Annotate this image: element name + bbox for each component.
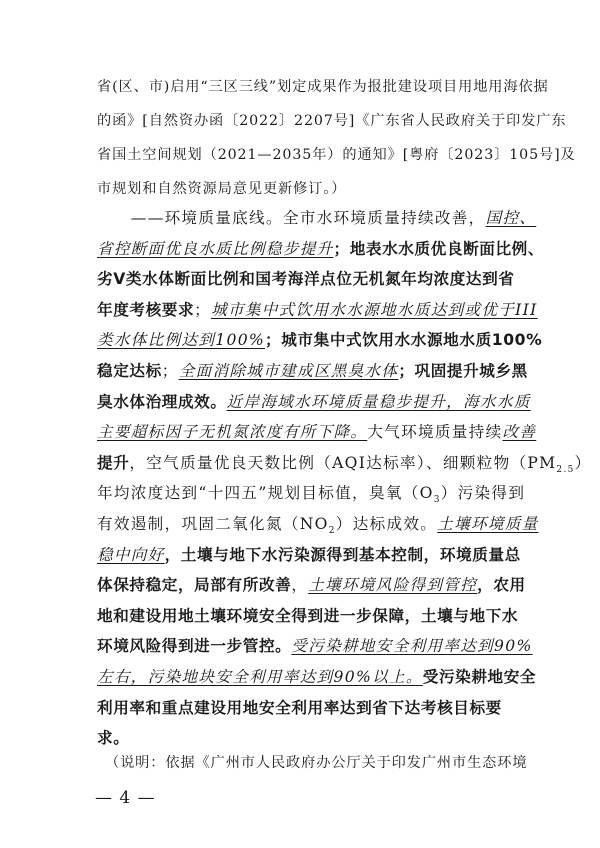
highlighted-text: 受污染耕地安全利用率达到90% bbox=[291, 637, 533, 656]
text-line bbox=[97, 635, 533, 657]
text-line bbox=[97, 207, 537, 229]
text-segment: ）达标成效。 bbox=[335, 515, 438, 533]
highlighted-text: 类水体比例达到100% bbox=[97, 331, 266, 350]
text-line bbox=[97, 666, 537, 688]
text-segment: 稳定达标 bbox=[97, 362, 162, 380]
highlighted-text: 土壤环境风险得到管控 bbox=[308, 576, 478, 595]
text-segment: 省国土空间规划（2021—2035年）的通知》[粤府〔2023〕105号]及 bbox=[97, 147, 576, 163]
text-line bbox=[97, 752, 528, 774]
text-line bbox=[97, 482, 526, 506]
text-line bbox=[97, 268, 515, 290]
text-segment: 受污染耕地安全 bbox=[422, 668, 537, 686]
text-segment: ； bbox=[161, 362, 179, 380]
text-line bbox=[97, 76, 549, 98]
text-segment: 市规划和自然资源局意见更新修订。） bbox=[97, 181, 347, 197]
text-segment: ； bbox=[194, 300, 212, 319]
text-segment: ——环境质量底线。全市水环境质量持续改善， bbox=[97, 209, 486, 227]
text-line bbox=[97, 391, 531, 413]
subscript: 2 bbox=[328, 526, 336, 537]
text-line bbox=[97, 299, 538, 321]
text-segment: 省(区、市)启用“三区三线”划定成果作为报批建设项目用地用海依据 bbox=[97, 79, 549, 95]
text-line bbox=[97, 329, 543, 351]
text-segment: 年均浓度达到“十四五”规划目标值，臭氧（O bbox=[97, 484, 434, 503]
text-segment: ，农用 bbox=[477, 576, 526, 595]
text-segment: （说明：依据《广州市人民政府办公厅关于印发广州市生态环境 bbox=[97, 755, 528, 771]
highlighted-text: 国控、 bbox=[485, 209, 537, 227]
text-line bbox=[97, 144, 576, 166]
text-segment: ，空气质量优良天数比例（AQI达标率）、细颗粒物（PM bbox=[129, 453, 557, 472]
highlighted-text: 城市集中式饮用水水源地水质达到或优于III bbox=[211, 300, 538, 319]
text-line bbox=[97, 574, 526, 596]
highlighted-text: 改善 bbox=[502, 423, 537, 442]
text-line bbox=[97, 697, 515, 719]
text-segment: 求。 bbox=[97, 729, 130, 748]
text-line bbox=[97, 452, 592, 475]
text-segment: ；地表水水质优良断面比例、 bbox=[333, 239, 545, 258]
text-line bbox=[97, 513, 539, 537]
highlighted-text: 近岸海域水环境质量稳步提升，海水水质 bbox=[226, 392, 531, 411]
text-line bbox=[97, 238, 545, 260]
highlighted-text: 左右，污染地块安全利用率达到90%以上。 bbox=[97, 668, 423, 686]
highlighted-text: 土壤环境质量 bbox=[437, 515, 539, 533]
highlighted-text: 全面消除城市建成区黑臭水体 bbox=[178, 362, 399, 380]
text-line bbox=[97, 360, 528, 382]
text-line bbox=[97, 605, 519, 627]
text-segment: 大气环境质量持续 bbox=[367, 423, 503, 442]
text-segment: 体保持稳定，局部有所改善 bbox=[97, 576, 292, 595]
text-segment: ） bbox=[574, 453, 592, 472]
text-line bbox=[97, 544, 521, 566]
page-number: — 4 — bbox=[95, 788, 156, 808]
text-segment: 有效遏制，巩固二氧化氮（NO bbox=[97, 515, 329, 533]
text-segment: ）污染得到 bbox=[440, 484, 526, 503]
subscript: 2.5 bbox=[556, 464, 575, 475]
subscript: 3 bbox=[433, 495, 441, 506]
text-segment: 地和建设用地土壤环境安全得到进一步保障，土壤与地下水 bbox=[97, 606, 519, 625]
text-segment: ；城市集中式饮用水水源地水质100% bbox=[265, 331, 543, 350]
highlighted-text: 稳中向好 bbox=[97, 545, 165, 564]
highlighted-text: 主要超标因子无机氮浓度有所下降。 bbox=[97, 423, 368, 442]
text-line bbox=[97, 727, 515, 749]
text-segment: 年度考核要求 bbox=[97, 300, 195, 319]
highlighted-text: 省控断面优良水质比例稳步提升 bbox=[97, 239, 334, 258]
text-segment: ， bbox=[291, 576, 309, 595]
text-segment: 提升 bbox=[97, 453, 130, 472]
text-segment: 臭水体治理成效。 bbox=[97, 392, 227, 411]
text-segment: 的函》[自然资办函〔2022〕2207号]《广东省人民政府关于印发广东 bbox=[97, 113, 567, 129]
text-segment: ；巩固提升城乡黑 bbox=[398, 362, 528, 380]
text-line bbox=[97, 178, 515, 200]
text-segment: 劣Ⅴ类水体断面比例和国考海洋点位无机氮年均浓度达到省 bbox=[97, 270, 515, 289]
text-segment: 利用率和重点建设用地安全利用率达到省下达考核目标要 bbox=[97, 698, 502, 717]
text-line bbox=[97, 421, 537, 443]
text-segment: 环境风险得到进一步管控。 bbox=[97, 637, 292, 656]
text-line bbox=[97, 110, 567, 132]
text-segment: ，土壤与地下水污染源得到基本控制，环境质量总 bbox=[164, 545, 521, 564]
